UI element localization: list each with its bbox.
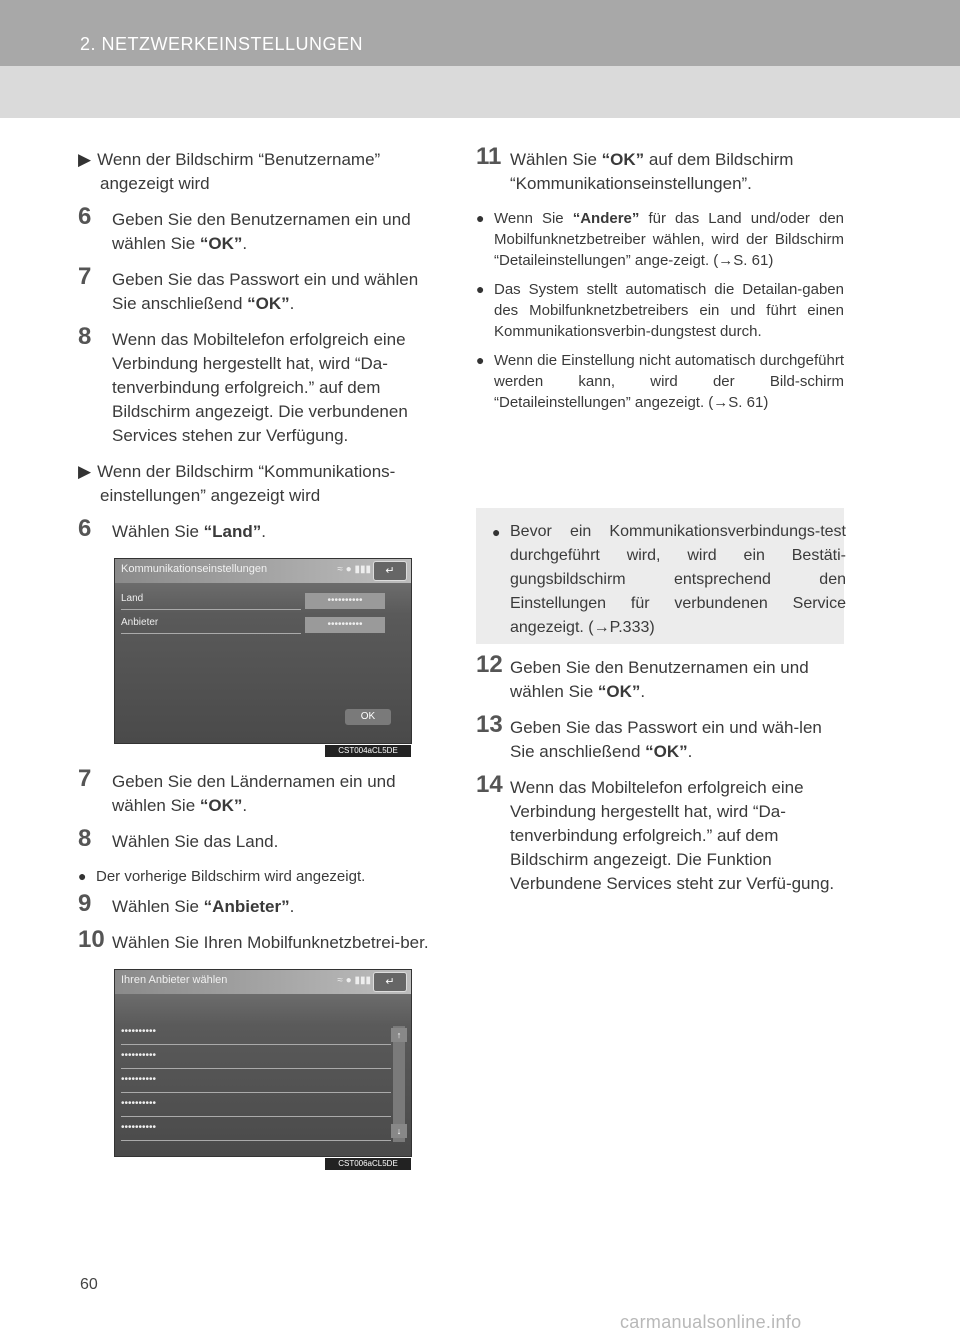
row-anbieter[interactable]: Anbieter [121, 617, 301, 634]
filled-circle-icon: ● [492, 524, 501, 540]
status-icons: ≈ ● ▮▮▮ [337, 975, 371, 986]
scroll-up-icon[interactable]: ↑ [391, 1028, 407, 1042]
right-column-lower [476, 651, 844, 908]
provider-item[interactable]: •••••••••• [121, 1122, 391, 1141]
filled-circle-icon: ● [476, 352, 485, 368]
page-number: 60 [80, 1276, 98, 1293]
step-9: 9 Wählen Sie “Anbieter”. [78, 890, 295, 917]
screen-title-bar: Ihren Anbieter wählen ≈ ● ▮▮▮ [115, 970, 411, 994]
anbieter-value[interactable]: •••••••••• [305, 617, 385, 633]
step-14: 14 Wenn das Mobiltelefon erfolgreich eine Verbindung hergestellt hat, wird “Da-tenverbindung erfolgreich.” auf dem Bildschirm angezeigt. Die Funktion Verbundene Services steht zur Verfü-gung. [476, 771, 835, 893]
provider-item[interactable]: •••••••••• [121, 1098, 391, 1117]
back-button[interactable]: ↵ [373, 561, 407, 581]
bullet-automatic-setup: ● Das System stellt automatisch die Detailan-gaben des Mobilfunknetzbetreibers ein und führt einen Kommunikationsverbin-dungstest durch. [476, 281, 844, 340]
header-band [0, 0, 960, 66]
step-11: 11 Wählen Sie “OK” auf dem Bildschirm “Kommunikationseinstellungen”. [476, 143, 794, 193]
note-bullet: ● Bevor ein Kommunikationsverbindungs-test durchgeführt wird, wird ein Bestäti-gungsbildschirm entsprechend den Einstellungen für verbundenen Service angezeigt. (→P.333) [492, 520, 846, 640]
screen-title-bar: Kommunikationseinstellungen ≈ ● ▮▮▮ [115, 559, 411, 583]
filled-circle-icon: ● [78, 868, 87, 884]
scroll-down-icon[interactable]: ↓ [391, 1124, 407, 1138]
triangle-right-icon: ▶ [78, 150, 92, 169]
ok-button[interactable]: OK [345, 709, 391, 725]
condition-heading-communication-settings: ▶ Wenn der Bildschirm “Kommunikations- einstellungen” angezeigt wird [78, 462, 396, 505]
provider-item[interactable]: •••••••••• [121, 1050, 391, 1069]
page-header [0, 0, 960, 118]
screenshot-select-provider [114, 969, 412, 1168]
right-column [476, 143, 844, 421]
screenshot-communication-settings [114, 558, 412, 755]
step-6: 6 Geben Sie den Benutzernamen ein und wählen Sie “OK”. [78, 203, 411, 253]
image-code: CST004aCL5DE [325, 745, 411, 757]
step-8-select-country: 8 Wählen Sie das Land. [78, 825, 279, 852]
provider-item[interactable]: •••••••••• [121, 1074, 391, 1093]
step-8: 8 Wenn das Mobiltelefon erfolgreich eine Verbindung hergestellt hat, wird “Da-tenverbindung erfolgreich.” auf dem Bildschirm angezeigt. Die verbundenen Services stehen zur Verfügung. [78, 323, 408, 445]
step-13: 13 Geben Sie das Passwort ein und wäh-len Sie anschließend “OK”. [476, 711, 822, 761]
back-button[interactable]: ↵ [373, 972, 407, 992]
row-land[interactable]: Land [121, 593, 301, 610]
bullet-other-option: ● Wenn Sie “Andere” für das Land und/oder den Mobilfunknetzbetreiber wählen, wird der Bildschirm “Detaileinstellungen” ange-zeigt. (→S. 61) [476, 210, 844, 269]
status-icons: ≈ ● ▮▮▮ [337, 564, 371, 575]
condition-heading-username: ▶ Wenn der Bildschirm “Benutzername” angezeigt wird [78, 150, 381, 193]
step-6-country: 6 Wählen Sie “Land”. [78, 515, 267, 542]
filled-circle-icon: ● [476, 210, 485, 226]
section-title: 2. NETZWERKEINSTELLUNGEN [80, 34, 364, 54]
step-12: 12 Geben Sie den Benutzernamen ein und wählen Sie “OK”. [476, 651, 809, 701]
triangle-right-icon: ▶ [78, 462, 92, 481]
step-7: 7 Geben Sie das Passwort ein und wählen Sie anschließend “OK”. [78, 263, 419, 313]
info-note-box [476, 508, 844, 644]
filled-circle-icon: ● [476, 281, 485, 297]
left-column [78, 148, 446, 1183]
bullet-previous-screen: ● Der vorherige Bildschirm wird angezeigt. [78, 868, 366, 885]
watermark: carmanualsonline.info [620, 1312, 802, 1332]
land-value[interactable]: •••••••••• [305, 593, 385, 609]
step-10: 10 Wählen Sie Ihren Mobilfunknetzbetrei-ber. [78, 926, 429, 953]
bullet-manual-setup: ● Wenn die Einstellung nicht automatisch durchgeführt werden kann, wird der Bild-schirm “Detaileinstellungen” angezeigt. (→S. 61) [476, 352, 844, 411]
step-7-country-name: 7 Geben Sie den Ländernamen ein und wählen Sie “OK”. [78, 765, 396, 815]
image-code: CST006aCL5DE [325, 1158, 411, 1170]
provider-item[interactable]: •••••••••• [121, 1026, 391, 1045]
